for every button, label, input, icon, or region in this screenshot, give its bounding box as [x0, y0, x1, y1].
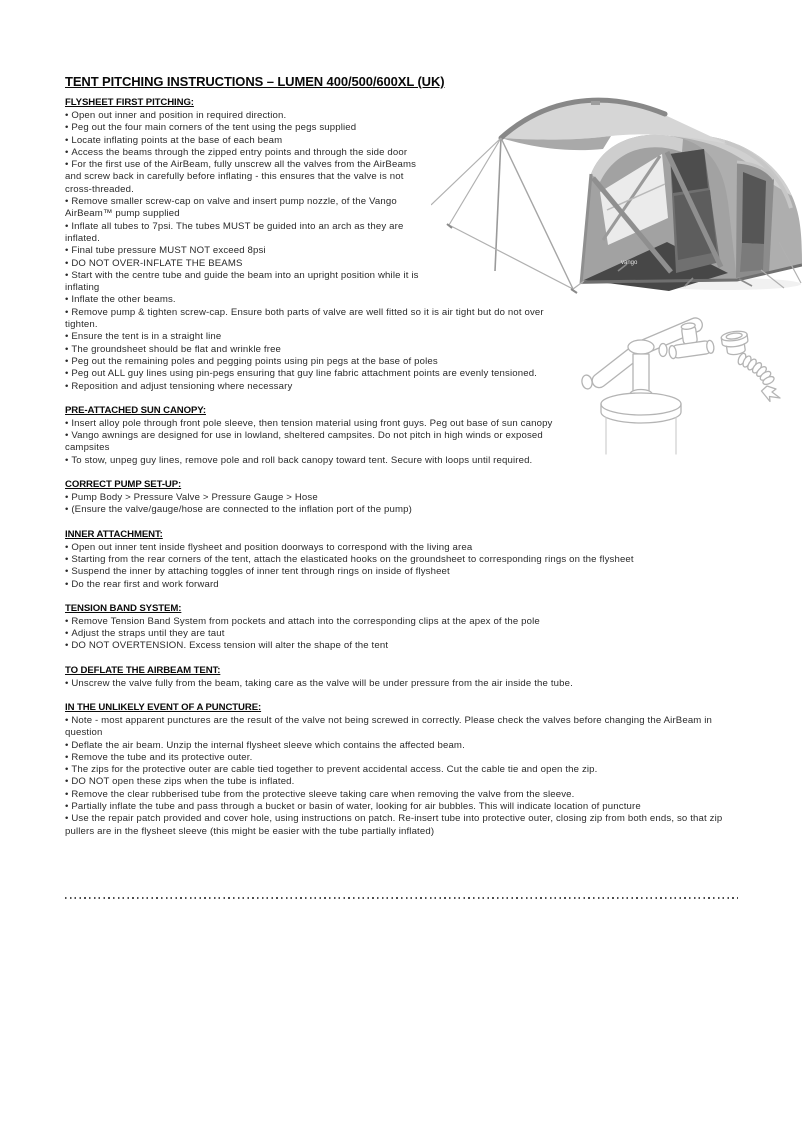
- page-title: TENT PITCHING INSTRUCTIONS – LUMEN 400/500/600XL (UK): [65, 74, 445, 89]
- bullet-item: • Adjust the straps until they are taut: [65, 628, 738, 640]
- bullet-item: • Remove the clear rubberised tube from the protective sleeve taking care when removing the valve from the sleeve.: [65, 789, 738, 801]
- bullet-item: • DO NOT open these zips when the tube is inflated.: [65, 776, 738, 788]
- bullet-item: • Locate inflating points at the base of each beam: [65, 135, 738, 147]
- bullet-item: • Final tube pressure MUST NOT exceed 8psi: [65, 245, 738, 257]
- bullet-item: • To stow, unpeg guy lines, remove pole and roll back canopy toward tent. Secure with loops until required.: [65, 455, 738, 467]
- bullet-item: • Use the repair patch provided and cover hole, using instructions on patch. Re-insert tube into protective outer, closing zip from both ends, so that zip pullers are in the flysheet sleeve (this might be easier with the tube partially inflated): [65, 813, 738, 838]
- bullet-item: • Remove Tension Band System from pockets and attach into the corresponding clips at the apex of the pole: [65, 616, 738, 628]
- bullet-item: • Peg out the four main corners of the tent using the pegs supplied: [65, 122, 738, 134]
- bullet-item: • Peg out ALL guy lines using pin-pegs ensuring that guy line fabric attachment points are evenly tensioned.: [65, 368, 738, 380]
- pump-illustration: [579, 302, 784, 480]
- bullet-item: • DO NOT OVERTENSION. Excess tension will alter the shape of the tent: [65, 640, 738, 652]
- section-heading-puncture: IN THE UNLIKELY EVENT OF A PUNCTURE:: [65, 701, 262, 713]
- bullet-item: • Do the rear first and work forward: [65, 579, 738, 591]
- bullet-item: • Ensure the tent is in a straight line: [65, 331, 738, 343]
- tent-logo-text: vango: [621, 260, 638, 266]
- dotted-cut-line-divider: [65, 897, 738, 899]
- document-content: [65, 74, 738, 838]
- bullet-item: • (Ensure the valve/gauge/hose are connected to the inflation port of the pump): [65, 504, 738, 516]
- bullet-item: • Open out inner and position in required direction.: [65, 110, 738, 122]
- bullet-item: • Unscrew the valve fully from the beam, taking care as the valve will be under pressure from the air inside the tube.: [65, 678, 738, 690]
- bullet-item: • Access the beams through the zipped entry points and through the side door: [65, 147, 738, 159]
- section-heading-pump-setup: CORRECT PUMP SET-UP:: [65, 479, 182, 491]
- section-heading-flysheet: FLYSHEET FIRST PITCHING:: [65, 97, 194, 108]
- bullet-item: • Suspend the inner by attaching toggles of inner tent through rings on inside of flysheet: [65, 566, 738, 578]
- section-heading-deflate: TO DEFLATE THE AIRBEAM TENT:: [65, 664, 221, 676]
- bullet-item: • Vango awnings are designed for use in lowland, sheltered campsites. Do not pitch in high winds or exposed campsites: [65, 430, 738, 455]
- bullet-item: • Remove smaller screw-cap on valve and insert pump nozzle, of the Vango AirBeam™ pump supplied: [65, 196, 738, 221]
- bullet-item: • Insert alloy pole through front pole sleeve, then tension material using front guys. Peg out base of sun canopy: [65, 418, 738, 430]
- bullet-item: • Deflate the air beam. Unzip the internal flysheet sleeve which contains the affected beam.: [65, 740, 738, 752]
- bullet-item: • Pump Body > Pressure Valve > Pressure Gauge > Hose: [65, 492, 738, 504]
- bullet-item: • Peg out the remaining poles and pegging points using pin pegs at the base of poles: [65, 356, 738, 368]
- bullet-item: • Partially inflate the tube and pass through a bucket or basin of water, looking for air bubbles. This will indicate location of puncture: [65, 801, 738, 813]
- bullet-item: • The zips for the protective outer are cable tied together to prevent accidental access. Cut the cable tie and open the zip.: [65, 764, 738, 776]
- bullet-item: • For the first use of the AirBeam, fully unscrew all the valves from the AirBeams and screw back in carefully before inflating - this ensures that the valve is not cross-threaded.: [65, 159, 738, 196]
- section-heading-inner: INNER ATTACHMENT:: [65, 528, 163, 540]
- bullet-item: • Remove the tube and its protective outer.: [65, 752, 738, 764]
- bullet-item: • Inflate all tubes to 7psi. The tubes MUST be guided into an arch as they are inflated.: [65, 221, 738, 246]
- bullet-item: • The groundsheet should be flat and wrinkle free: [65, 344, 738, 356]
- tent-illustration: [431, 92, 802, 296]
- bullet-item: • Start with the centre tube and guide the beam into an upright position while it is inflating: [65, 270, 738, 295]
- section-heading-canopy: PRE-ATTACHED SUN CANOPY:: [65, 404, 206, 416]
- bullet-item: • Inflate the other beams.: [65, 294, 738, 306]
- bullet-item: • Starting from the rear corners of the tent, attach the elasticated hooks on the groundsheet to corresponding rings on the flysheet: [65, 554, 738, 566]
- section-heading-tension: TENSION BAND SYSTEM:: [65, 602, 182, 614]
- tent-photo-figure: [431, 92, 802, 296]
- pump-diagram-figure: [579, 302, 784, 480]
- bullet-item: • Reposition and adjust tensioning where necessary: [65, 381, 738, 393]
- bullet-item: • Open out inner tent inside flysheet and position doorways to correspond with the living area: [65, 542, 738, 554]
- bullet-item: • Note - most apparent punctures are the result of the valve not being screwed in correctly. Please check the valves before changing the AirBeam in question: [65, 715, 738, 740]
- bullet-item: • DO NOT OVER-INFLATE THE BEAMS: [65, 258, 738, 270]
- bullet-item: • Remove pump & tighten screw-cap. Ensure both parts of valve are well fitted so it is air tight but do not over tighten.: [65, 307, 738, 332]
